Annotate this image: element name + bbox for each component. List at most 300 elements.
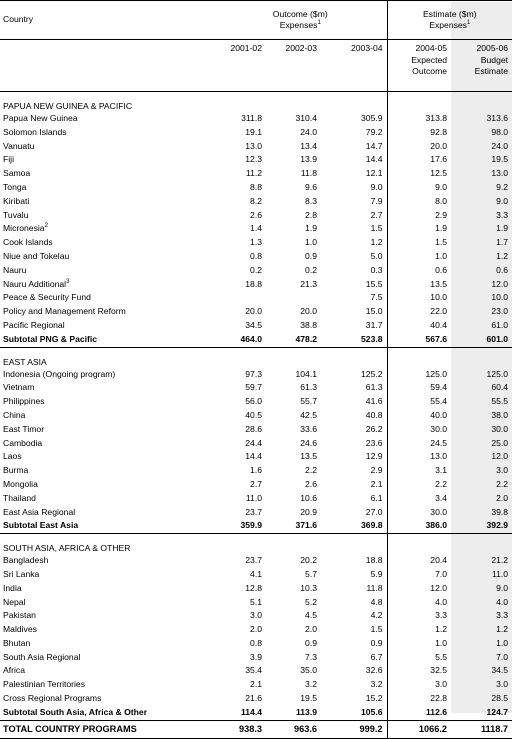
value-cell: 20.0: [300, 306, 317, 317]
value-cell: 2.1: [370, 478, 383, 489]
footnote-mark: 3: [66, 278, 70, 285]
value-cell: 4.0: [496, 596, 509, 607]
country-name: Thailand: [3, 492, 36, 503]
value-cell: 28.5: [491, 693, 509, 704]
value-cell: 24.4: [245, 437, 262, 448]
country-name: Vietnam: [3, 382, 35, 393]
value-cell: 59.7: [245, 382, 262, 393]
value-cell: 305.9: [361, 113, 383, 123]
section-spacer: [266, 92, 321, 113]
value-cell: 17.6: [387, 153, 451, 167]
value-cell: 3.3: [387, 609, 451, 623]
country-name-cell: [0, 609, 214, 623]
value-cell: 19.5: [300, 693, 317, 704]
value-cell: 24.5: [387, 437, 451, 451]
value-cell: 60.4: [491, 382, 509, 393]
country-name-cell: [0, 478, 214, 492]
table-row: [0, 305, 512, 319]
country-name: Nauru: [3, 264, 27, 275]
country-name: Mongolia: [3, 478, 38, 489]
footnote-mark: 1: [317, 20, 321, 27]
value-cell: 2.9: [370, 465, 383, 476]
country-name-cell: [0, 568, 214, 582]
country-name: Burma: [3, 465, 29, 476]
table-row: [0, 450, 512, 464]
value-cell: 12.8: [245, 582, 262, 593]
country-name-cell: [0, 664, 214, 678]
value-cell: 20.2: [300, 555, 317, 566]
value-cell: 41.6: [365, 396, 383, 407]
value-cell: 359.9: [214, 519, 266, 533]
value-cell: 35.4: [245, 665, 262, 676]
section-spacer: [214, 347, 266, 368]
value-cell: 1.5: [370, 223, 383, 234]
value-cell: 1.0: [387, 637, 451, 651]
footnote-mark: 2: [44, 223, 48, 230]
value-cell: 3.1: [387, 464, 451, 478]
total-row: [0, 720, 512, 738]
value-cell: 0.6: [496, 264, 509, 275]
value-cell: 32.5: [387, 664, 451, 678]
country-name-cell: [0, 167, 214, 181]
country-name-cell: [0, 319, 214, 333]
country-name: Papua New Guinea: [3, 113, 78, 123]
value-cell: 8.2: [250, 195, 262, 206]
table-row: [0, 395, 512, 409]
value-cell: 14.4: [245, 451, 262, 462]
table-row: [0, 291, 512, 305]
value-cell: 2.2: [496, 478, 509, 489]
value-cell: 3.2: [305, 679, 317, 690]
value-cell: 18.8: [365, 555, 383, 566]
col-header-2002-03: 2002-03: [285, 43, 317, 53]
subtotal-row: [0, 333, 512, 347]
value-cell: 61.3: [365, 382, 383, 393]
value-cell: 601.0: [451, 333, 512, 347]
value-cell: 105.6: [321, 706, 387, 720]
value-cell: 0.2: [305, 264, 317, 275]
table-row: [0, 609, 512, 623]
country-name: Cook Islands: [3, 237, 53, 248]
footnote-mark: 1: [466, 20, 471, 27]
value-cell: 13.5: [300, 451, 317, 462]
value-cell: 2.9: [387, 209, 451, 223]
value-cell: 23.7: [245, 506, 262, 517]
section-spacer: [451, 92, 512, 113]
value-cell: 1.6: [250, 465, 262, 476]
value-cell: 98.0: [491, 126, 509, 137]
section-spacer: [451, 347, 512, 368]
subtotal-row: [0, 706, 512, 720]
value-cell: 21.6: [245, 693, 262, 704]
value-cell: 0.9: [305, 637, 317, 648]
value-cell: 34.5: [245, 319, 262, 330]
country-name: Micronesia: [3, 223, 45, 234]
value-cell: 1.9: [387, 222, 451, 236]
country-name: Bangladesh: [3, 555, 49, 566]
col-header-2004-05: [387, 40, 451, 92]
outcome-sub-label: Expenses: [279, 20, 318, 30]
country-name-cell: [0, 250, 214, 264]
country-name: Palestinian Territories: [3, 679, 85, 690]
table-row: [0, 464, 512, 478]
country-name-cell: [0, 195, 214, 209]
value-cell: 125.2: [361, 368, 383, 379]
country-name-cell: [0, 623, 214, 637]
value-cell: 2.1: [250, 679, 262, 690]
value-cell: 2.6: [250, 209, 262, 220]
country-name: Nepal: [3, 596, 26, 607]
table-row: [0, 437, 512, 451]
table-row: [0, 596, 512, 610]
country-name-cell: [0, 264, 214, 278]
col-2005-line2: Budget: [480, 54, 509, 65]
section-spacer: [387, 92, 451, 113]
value-cell: 23.7: [245, 555, 262, 566]
value-cell: 20.0: [245, 306, 262, 317]
value-cell: 26.2: [365, 423, 383, 434]
value-cell: 59.4: [387, 381, 451, 395]
section-spacer: [321, 347, 387, 368]
value-cell: 55.7: [300, 396, 317, 407]
value-cell: 3.4: [387, 492, 451, 506]
value-cell: 9.2: [496, 181, 509, 192]
country-name: Pakistan: [3, 610, 36, 621]
col-2004-line3: Outcome: [412, 66, 448, 76]
country-name: Fiji: [3, 154, 14, 165]
value-cell: 4.1: [250, 568, 262, 579]
section-spacer: [387, 534, 451, 555]
value-cell: 9.0: [387, 181, 451, 195]
subtotal-label: Subtotal South Asia, Africa & Other: [0, 706, 214, 720]
table-row: [0, 181, 512, 195]
value-cell: 40.8: [365, 409, 383, 420]
value-cell: 0.2: [250, 264, 262, 275]
value-cell: 13.9: [300, 154, 317, 165]
table-row: [0, 478, 512, 492]
value-cell: 11.2: [245, 168, 262, 179]
value-cell: 92.8: [387, 126, 451, 140]
value-cell: 2.2: [305, 465, 317, 476]
value-cell: 24.0: [300, 126, 317, 137]
value-cell: 369.8: [321, 519, 387, 533]
table-body: [0, 92, 512, 739]
value-cell: 3.0: [496, 465, 509, 476]
col-header-2003-04: 2003-04: [350, 43, 383, 53]
value-cell: 6.7: [370, 651, 383, 662]
country-name-cell: [0, 236, 214, 250]
subtotal-label: Subtotal PNG & Pacific: [0, 333, 214, 347]
value-cell: 8.3: [305, 195, 317, 206]
col-header-2001-02: 2001-02: [230, 43, 262, 53]
value-cell: 28.6: [245, 423, 262, 434]
value-cell: 3.3: [496, 209, 509, 220]
country-name-cell: [0, 423, 214, 437]
table-row: [0, 623, 512, 637]
value-cell: 39.8: [491, 506, 509, 517]
value-cell: 11.8: [300, 168, 317, 179]
header-row-groups: [0, 1, 512, 40]
value-cell: 21.3: [300, 278, 317, 289]
value-cell: 567.6: [387, 333, 451, 347]
value-cell: 2.7: [370, 209, 383, 220]
country-name: Bhutan: [3, 637, 31, 648]
value-cell: 40.5: [245, 409, 262, 420]
value-cell: 311.8: [241, 113, 262, 123]
table-row: [0, 678, 512, 692]
country-name-cell: [0, 381, 214, 395]
section-spacer: [321, 92, 387, 113]
table-row: [0, 423, 512, 437]
value-cell: 114.4: [214, 706, 266, 720]
value-cell: 0.8: [250, 637, 262, 648]
value-cell: 8.8: [250, 181, 262, 192]
section-title: EAST ASIA: [3, 356, 47, 367]
table-row: [0, 319, 512, 333]
country-name: Cambodia: [3, 437, 43, 448]
country-name: Nauru Additional: [3, 278, 67, 289]
value-cell: 7.0: [496, 651, 509, 662]
value-cell: 11.0: [245, 492, 262, 503]
col-2005-year: 2005-06: [476, 43, 509, 53]
value-cell: 40.0: [387, 409, 451, 423]
table-row: [0, 250, 512, 264]
value-cell: 938.3: [214, 720, 266, 738]
value-cell: 7.3: [305, 651, 317, 662]
value-cell: 1.9: [496, 223, 509, 234]
col-2005-line3: Estimate: [474, 66, 509, 76]
country-name-cell: [0, 554, 214, 568]
value-cell: 20.4: [387, 554, 451, 568]
country-name-cell: [0, 464, 214, 478]
country-name: South Asia Regional: [3, 651, 81, 662]
col-2004-line2: Expected: [411, 54, 448, 65]
value-cell: 2.8: [305, 209, 317, 220]
total-label: TOTAL COUNTRY PROGRAMS: [0, 720, 214, 738]
value-cell: 38.8: [300, 319, 317, 330]
col-2004-year: 2004-05: [415, 43, 448, 53]
value-cell: 1.2: [496, 250, 509, 261]
country-name: Indonesia (Ongoing program): [3, 368, 116, 379]
country-name: Africa: [3, 665, 25, 676]
section-spacer: [451, 534, 512, 555]
country-name-cell: [0, 222, 214, 236]
value-cell: 0.9: [305, 250, 317, 261]
country-name-cell: [0, 140, 214, 154]
country-name-cell: [0, 492, 214, 506]
value-cell: 1.0: [387, 250, 451, 264]
section-header-row: [0, 347, 512, 368]
value-cell: 1.9: [305, 223, 317, 234]
value-cell: 2.0: [250, 624, 262, 635]
country-name-cell: [0, 582, 214, 596]
value-cell: 12.0: [491, 278, 509, 289]
value-cell: 30.0: [387, 423, 451, 437]
value-cell: 61.0: [491, 319, 509, 330]
value-cell: 4.2: [370, 610, 383, 621]
value-cell: 30.0: [387, 506, 451, 520]
value-cell: 15.5: [365, 278, 383, 289]
country-name: Vanuatu: [3, 140, 35, 151]
value-cell: 20.0: [387, 140, 451, 154]
value-cell: 13.0: [491, 168, 509, 179]
value-cell: 27.0: [365, 506, 383, 517]
table-row: [0, 222, 512, 236]
value-cell: 31.7: [365, 319, 383, 330]
value-cell: 97.3: [245, 368, 262, 379]
country-header: Country: [0, 1, 214, 40]
country-name-cell: [0, 506, 214, 520]
value-cell: 19.5: [491, 154, 509, 165]
value-cell: 10.0: [387, 291, 451, 305]
value-cell: 10.0: [491, 292, 509, 303]
value-cell: 313.6: [486, 113, 509, 123]
estimate-group-header: [387, 1, 512, 40]
value-cell: 12.0: [491, 451, 509, 462]
value-cell: 5.5: [387, 651, 451, 665]
country-name: China: [3, 409, 26, 420]
country-name: East Timor: [3, 423, 45, 434]
value-cell: 3.0: [250, 610, 262, 621]
value-cell: 1.3: [250, 237, 262, 248]
country-name: Tuvalu: [3, 209, 29, 220]
country-name: East Asia Regional: [3, 506, 76, 517]
table-row: [0, 492, 512, 506]
country-name: Solomon Islands: [3, 126, 67, 137]
table-row: [0, 409, 512, 423]
table-row: [0, 126, 512, 140]
value-cell: 2.2: [387, 478, 451, 492]
value-cell: 11.8: [366, 582, 383, 593]
country-name: Peace & Security Fund: [3, 292, 91, 303]
value-cell: 23.0: [491, 306, 509, 317]
value-cell: 113.9: [266, 706, 321, 720]
subtotal-label: Subtotal East Asia: [0, 519, 214, 533]
value-cell: 23.6: [365, 437, 383, 448]
value-cell: 1.2: [496, 624, 509, 635]
value-cell: 5.1: [250, 596, 262, 607]
value-cell: 4.8: [370, 596, 383, 607]
value-cell: 3.9: [250, 651, 262, 662]
estimate-group-label: Estimate ($m): [423, 8, 477, 19]
value-cell: 999.2: [321, 720, 387, 738]
value-cell: 112.6: [387, 706, 451, 720]
value-cell: 13.0: [245, 140, 262, 151]
value-cell: 1.5: [387, 236, 451, 250]
value-cell: 9.6: [305, 181, 317, 192]
value-cell: 386.0: [387, 519, 451, 533]
country-name-cell: [0, 596, 214, 610]
country-name-cell: [0, 678, 214, 692]
value-cell: 34.5: [491, 665, 509, 676]
value-cell: 13.0: [387, 450, 451, 464]
value-cell: 3.0: [496, 679, 509, 690]
value-cell: 25.0: [491, 437, 509, 448]
table-row: [0, 692, 512, 706]
value-cell: 6.1: [370, 492, 383, 503]
table-row: [0, 664, 512, 678]
table-row: [0, 368, 512, 382]
value-cell: 3.2: [370, 679, 383, 690]
table-row: [0, 651, 512, 665]
country-name: Pacific Regional: [3, 319, 65, 330]
value-cell: 4.0: [387, 596, 451, 610]
value-cell: 2.0: [496, 492, 509, 503]
value-cell: 5.7: [305, 568, 317, 579]
value-cell: 33.6: [300, 423, 317, 434]
outcome-group-label: Outcome ($m): [272, 8, 328, 19]
table-row: [0, 568, 512, 582]
value-cell: 963.6: [266, 720, 321, 738]
section-spacer: [387, 347, 451, 368]
value-cell: 371.6: [266, 519, 321, 533]
value-cell: 1.0: [305, 237, 317, 248]
value-cell: 24.6: [300, 437, 317, 448]
table-row: [0, 278, 512, 292]
table-row: [0, 112, 512, 126]
value-cell: 9.0: [496, 582, 509, 593]
table-row: [0, 637, 512, 651]
value-cell: 30.0: [491, 423, 509, 434]
section-title: SOUTH ASIA, AFRICA & OTHER: [3, 543, 131, 554]
value-cell: 12.0: [387, 582, 451, 596]
value-cell: 0.8: [250, 250, 262, 261]
value-cell: [214, 291, 266, 305]
country-name-cell: [0, 112, 214, 126]
section-header-row: [0, 92, 512, 113]
country-name: Kiribati: [3, 195, 30, 206]
value-cell: 20.9: [300, 506, 317, 517]
value-cell: 12.3: [245, 154, 262, 165]
country-name-cell: [0, 181, 214, 195]
country-name: Samoa: [3, 168, 31, 179]
value-cell: 7.0: [387, 568, 451, 582]
value-cell: 10.3: [300, 582, 317, 593]
value-cell: [266, 291, 321, 305]
value-cell: 1.7: [496, 237, 509, 248]
country-name-cell: [0, 395, 214, 409]
section-spacer: [266, 347, 321, 368]
table-row: [0, 506, 512, 520]
value-cell: 104.1: [295, 368, 317, 379]
value-cell: 1066.2: [387, 720, 451, 738]
value-cell: 0.6: [387, 264, 451, 278]
country-name-cell: [0, 368, 214, 382]
value-cell: 21.2: [491, 555, 509, 566]
value-cell: 55.5: [491, 396, 509, 407]
value-cell: 124.7: [451, 706, 512, 720]
country-name-cell: [0, 409, 214, 423]
section-spacer: [214, 534, 266, 555]
value-cell: 40.4: [387, 319, 451, 333]
country-name-cell: [0, 291, 214, 305]
value-cell: 464.0: [214, 333, 266, 347]
value-cell: 79.2: [365, 126, 383, 137]
value-cell: 1.0: [496, 637, 509, 648]
value-cell: 7.5: [370, 292, 383, 303]
value-cell: 7.9: [370, 195, 383, 206]
value-cell: 0.9: [370, 637, 383, 648]
table-row: [0, 140, 512, 154]
value-cell: 22.8: [387, 692, 451, 706]
value-cell: 13.5: [387, 278, 451, 292]
value-cell: 313.8: [387, 112, 451, 126]
value-cell: 38.0: [491, 409, 509, 420]
table-row: [0, 381, 512, 395]
value-cell: 55.4: [387, 395, 451, 409]
table-row: [0, 554, 512, 568]
value-cell: 10.6: [300, 492, 317, 503]
